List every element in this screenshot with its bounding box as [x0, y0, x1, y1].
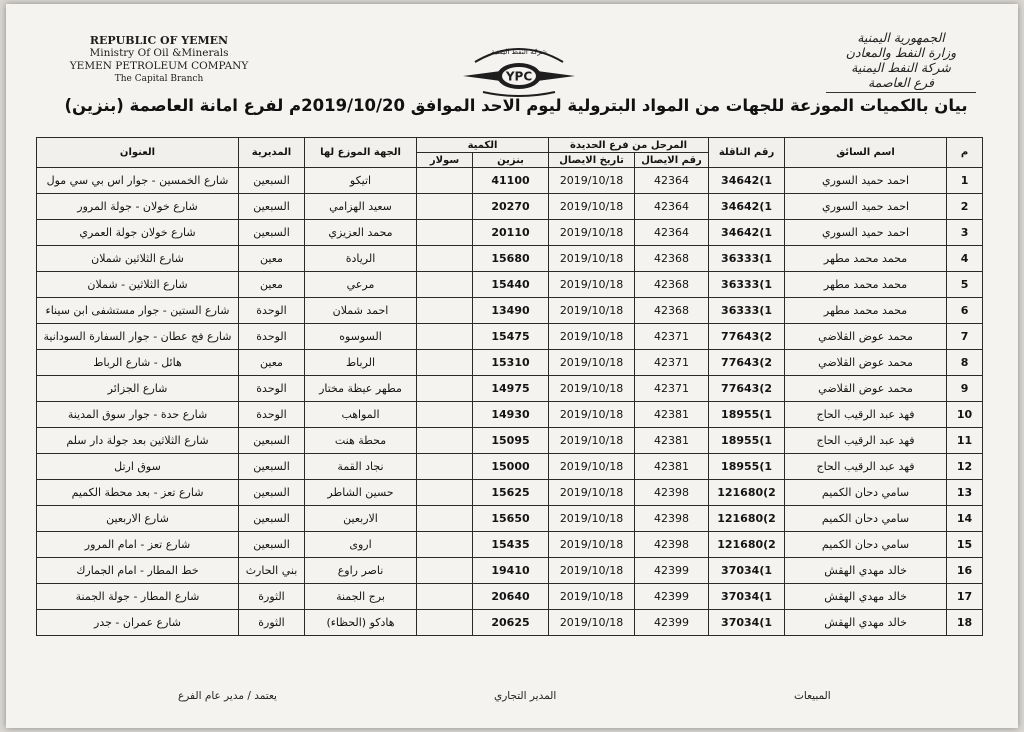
- district-name: الوحدة: [239, 376, 305, 402]
- arabic-letterhead-line4: فرع العاصمة: [868, 75, 934, 90]
- recipient-name: المواهب: [305, 402, 417, 428]
- diesel-quantity: [417, 532, 473, 558]
- district-name: معين: [239, 246, 305, 272]
- district-name: معين: [239, 272, 305, 298]
- receipt-date: 2019/10/18: [549, 246, 635, 272]
- receipt-date: 2019/10/18: [549, 506, 635, 532]
- row-number: 15: [947, 532, 983, 558]
- receipt-number: 42399: [635, 584, 709, 610]
- table-row: [37, 376, 983, 402]
- row-number: 16: [947, 558, 983, 584]
- recipient-name: محمد العزيزي: [305, 220, 417, 246]
- recipient-name: نجاد القمة: [305, 454, 417, 480]
- recipient-name: مطهر عيظة مختار: [305, 376, 417, 402]
- tanker-number: 77643(2: [709, 324, 785, 350]
- driver-name: فهد عبد الرقيب الحاج: [785, 402, 947, 428]
- tanker-number: 121680(2: [709, 480, 785, 506]
- recipient-name: محطة هنت: [305, 428, 417, 454]
- district-name: معين: [239, 350, 305, 376]
- district-name: السبعين: [239, 428, 305, 454]
- receipt-number: 42364: [635, 168, 709, 194]
- table-row: [37, 168, 983, 194]
- diesel-quantity: [417, 402, 473, 428]
- row-number: 7: [947, 324, 983, 350]
- table-row: [37, 610, 983, 636]
- receipt-date: 2019/10/18: [549, 532, 635, 558]
- petrol-quantity: 20270: [473, 194, 549, 220]
- recipient-name: السوسوه: [305, 324, 417, 350]
- petrol-quantity: 20625: [473, 610, 549, 636]
- diesel-quantity: [417, 584, 473, 610]
- receipt-date: 2019/10/18: [549, 220, 635, 246]
- header-district: المديرية: [239, 138, 305, 168]
- petrol-quantity: 15680: [473, 246, 549, 272]
- district-name: السبعين: [239, 454, 305, 480]
- district-name: السبعين: [239, 168, 305, 194]
- document-sheet: [6, 4, 1018, 728]
- header-diesel: سولار: [417, 153, 473, 168]
- row-number: 13: [947, 480, 983, 506]
- row-number: 9: [947, 376, 983, 402]
- table-row: [37, 246, 983, 272]
- tanker-number: 36333(1: [709, 272, 785, 298]
- diesel-quantity: [417, 324, 473, 350]
- address-text: شارع الثلاثين - شملان: [37, 272, 239, 298]
- header-driver: اسم السائق: [785, 138, 947, 168]
- letterhead-line2: Ministry Of Oil &Minerals: [89, 47, 229, 59]
- diesel-quantity: [417, 272, 473, 298]
- driver-name: محمد محمد مطهر: [785, 246, 947, 272]
- driver-name: فهد عبد الرقيب الحاج: [785, 428, 947, 454]
- district-name: السبعين: [239, 194, 305, 220]
- petrol-quantity: 15095: [473, 428, 549, 454]
- address-text: شارع تعز - بعد محطة الكميم: [37, 480, 239, 506]
- receipt-number: 42398: [635, 506, 709, 532]
- recipient-name: سعيد الهزامي: [305, 194, 417, 220]
- recipient-name: اتيكو: [305, 168, 417, 194]
- petrol-quantity: 20640: [473, 584, 549, 610]
- receipt-date: 2019/10/18: [549, 428, 635, 454]
- english-letterhead: [64, 34, 254, 86]
- recipient-name: مرعي: [305, 272, 417, 298]
- recipient-name: احمد شملان: [305, 298, 417, 324]
- diesel-quantity: [417, 376, 473, 402]
- table-row: [37, 350, 983, 376]
- receipt-number: 42381: [635, 402, 709, 428]
- address-text: شارع الثلاثين شملان: [37, 246, 239, 272]
- district-name: الثورة: [239, 610, 305, 636]
- address-text: شارع الخمسين - جوار اس بي سي مول: [37, 168, 239, 194]
- tanker-number: 34642(1: [709, 220, 785, 246]
- table-row: [37, 298, 983, 324]
- letterhead-underline: [826, 92, 976, 93]
- driver-name: احمد حميد السوري: [785, 168, 947, 194]
- address-text: شارع الاربعين: [37, 506, 239, 532]
- row-number: 18: [947, 610, 983, 636]
- address-text: خط المطار - امام الجمارك: [37, 558, 239, 584]
- recipient-name: الاربعين: [305, 506, 417, 532]
- row-number: 12: [947, 454, 983, 480]
- row-number: 10: [947, 402, 983, 428]
- receipt-number: 42368: [635, 272, 709, 298]
- header-address: العنوان: [37, 138, 239, 168]
- diesel-quantity: [417, 506, 473, 532]
- table-row: [37, 532, 983, 558]
- tanker-number: 34642(1: [709, 194, 785, 220]
- receipt-date: 2019/10/18: [549, 558, 635, 584]
- footer-approved: يعتمد / مدير عام الفرع: [178, 690, 277, 702]
- recipient-name: الرباط: [305, 350, 417, 376]
- diesel-quantity: [417, 558, 473, 584]
- tanker-number: 77643(2: [709, 350, 785, 376]
- receipt-number: 42381: [635, 454, 709, 480]
- row-number: 4: [947, 246, 983, 272]
- receipt-number: 42368: [635, 298, 709, 324]
- table-row: [37, 194, 983, 220]
- address-text: شارع الستين - جوار مستشفى ابن سيناء: [37, 298, 239, 324]
- receipt-date: 2019/10/18: [549, 168, 635, 194]
- receipt-date: 2019/10/18: [549, 272, 635, 298]
- recipient-name: الريادة: [305, 246, 417, 272]
- receipt-date: 2019/10/18: [549, 350, 635, 376]
- driver-name: محمد عوض القلاضي: [785, 324, 947, 350]
- table-row: [37, 324, 983, 350]
- petrol-quantity: 41100: [473, 168, 549, 194]
- driver-name: خالد مهدي الهقش: [785, 558, 947, 584]
- district-name: الوحدة: [239, 402, 305, 428]
- diesel-quantity: [417, 428, 473, 454]
- district-name: الوحدة: [239, 324, 305, 350]
- district-name: الثورة: [239, 584, 305, 610]
- header-shipment-no: رقم الايصال: [635, 153, 709, 168]
- arabic-letterhead-line3: شركة النفط اليمنية: [851, 60, 951, 75]
- receipt-number: 42398: [635, 532, 709, 558]
- receipt-number: 42368: [635, 246, 709, 272]
- diesel-quantity: [417, 168, 473, 194]
- district-name: السبعين: [239, 480, 305, 506]
- table-row: [37, 272, 983, 298]
- district-name: السبعين: [239, 220, 305, 246]
- receipt-number: 42364: [635, 220, 709, 246]
- address-text: شارع الثلاثين بعد جولة دار سلم: [37, 428, 239, 454]
- row-number: 8: [947, 350, 983, 376]
- header-shipped-group: المرحل من فرع الحديدة: [549, 138, 709, 153]
- row-number: 2: [947, 194, 983, 220]
- receipt-number: 42398: [635, 480, 709, 506]
- tanker-number: 36333(1: [709, 246, 785, 272]
- document-title: بيان بالكميات الموزعة للجهات من المواد البترولية ليوم الاحد الموافق 2019/10/20م لفرع امانة العاصمة (بنزين): [64, 96, 968, 115]
- receipt-date: 2019/10/18: [549, 298, 635, 324]
- address-text: شارع تعز - امام المرور: [37, 532, 239, 558]
- tanker-number: 37034(1: [709, 610, 785, 636]
- diesel-quantity: [417, 610, 473, 636]
- table-row: [37, 454, 983, 480]
- arabic-letterhead-line1: الجمهورية اليمنية: [857, 30, 945, 45]
- driver-name: محمد محمد مطهر: [785, 272, 947, 298]
- tanker-number: 34642(1: [709, 168, 785, 194]
- table-row: [37, 402, 983, 428]
- petrol-quantity: 15475: [473, 324, 549, 350]
- table-row: [37, 428, 983, 454]
- tanker-number: 37034(1: [709, 558, 785, 584]
- table-row: [37, 558, 983, 584]
- receipt-date: 2019/10/18: [549, 324, 635, 350]
- ypc-logo: [461, 40, 577, 100]
- petrol-quantity: 20110: [473, 220, 549, 246]
- driver-name: محمد عوض القلاضي: [785, 350, 947, 376]
- receipt-number: 42399: [635, 558, 709, 584]
- receipt-date: 2019/10/18: [549, 194, 635, 220]
- petrol-quantity: 15650: [473, 506, 549, 532]
- receipt-date: 2019/10/18: [549, 376, 635, 402]
- receipt-number: 42364: [635, 194, 709, 220]
- header-shipment-date: تاريخ الايصال: [549, 153, 635, 168]
- receipt-number: 42371: [635, 324, 709, 350]
- receipt-number: 42371: [635, 350, 709, 376]
- footer-sales: المبيعات: [794, 690, 831, 702]
- driver-name: سامي دحان الكميم: [785, 480, 947, 506]
- driver-name: سامي دحان الكميم: [785, 506, 947, 532]
- petrol-quantity: 13490: [473, 298, 549, 324]
- tanker-number: 121680(2: [709, 532, 785, 558]
- letterhead-line1: REPUBLIC OF YEMEN: [89, 34, 229, 47]
- address-text: شارع فج عطان - جوار السفارة السودانية: [37, 324, 239, 350]
- driver-name: احمد حميد السوري: [785, 220, 947, 246]
- tanker-number: 18955(1: [709, 454, 785, 480]
- header-qty-group: الكمية: [417, 138, 549, 153]
- row-number: 3: [947, 220, 983, 246]
- row-number: 5: [947, 272, 983, 298]
- arabic-letterhead-line2: وزارة النفط والمعادن: [845, 45, 957, 60]
- letterhead-line4: The Capital Branch: [114, 74, 204, 84]
- table-row: [37, 584, 983, 610]
- tanker-number: 18955(1: [709, 402, 785, 428]
- row-number: 14: [947, 506, 983, 532]
- address-text: سوق ارتل: [37, 454, 239, 480]
- letterhead-line3: YEMEN PETROLEUM COMPANY: [69, 60, 249, 72]
- receipt-number: 42381: [635, 428, 709, 454]
- row-number: 11: [947, 428, 983, 454]
- header-no: م: [947, 138, 983, 168]
- address-text: شارع خولان جولة العمري: [37, 220, 239, 246]
- arabic-letterhead: [806, 30, 996, 93]
- receipt-number: 42399: [635, 610, 709, 636]
- address-text: شارع خولان - جولة المرور: [37, 194, 239, 220]
- tanker-number: 37034(1: [709, 584, 785, 610]
- tanker-number: 36333(1: [709, 298, 785, 324]
- recipient-name: اروى: [305, 532, 417, 558]
- petrol-quantity: 15435: [473, 532, 549, 558]
- row-number: 17: [947, 584, 983, 610]
- receipt-date: 2019/10/18: [549, 454, 635, 480]
- header-tanker: رقم الناقلة: [709, 138, 785, 168]
- address-text: شارع المطار - جولة الجمنة: [37, 584, 239, 610]
- header-petrol: بنزين: [473, 153, 549, 168]
- recipient-name: هادكو (الحظاء): [305, 610, 417, 636]
- petrol-quantity: 15625: [473, 480, 549, 506]
- tanker-number: 18955(1: [709, 428, 785, 454]
- diesel-quantity: [417, 480, 473, 506]
- receipt-date: 2019/10/18: [549, 402, 635, 428]
- petrol-quantity: 15440: [473, 272, 549, 298]
- petrol-quantity: 15000: [473, 454, 549, 480]
- driver-name: خالد مهدي الهقش: [785, 584, 947, 610]
- header-recipient: الجهة الموزع لها: [305, 138, 417, 168]
- petrol-quantity: 14930: [473, 402, 549, 428]
- district-name: الوحدة: [239, 298, 305, 324]
- table-row: [37, 220, 983, 246]
- receipt-date: 2019/10/18: [549, 584, 635, 610]
- recipient-name: ناصر راوع: [305, 558, 417, 584]
- recipient-name: برج الجمنة: [305, 584, 417, 610]
- logo-arc-text: شركة النفط اليمنية: [491, 48, 547, 56]
- diesel-quantity: [417, 298, 473, 324]
- driver-name: محمد عوض القلاضي: [785, 376, 947, 402]
- address-text: هائل - شارع الرباط: [37, 350, 239, 376]
- logo-text: YPC: [505, 69, 533, 84]
- district-name: بني الحارث: [239, 558, 305, 584]
- tanker-number: 121680(2: [709, 506, 785, 532]
- driver-name: فهد عبد الرقيب الحاج: [785, 454, 947, 480]
- distribution-table: [36, 137, 983, 636]
- district-name: السبعين: [239, 532, 305, 558]
- driver-name: سامي دحان الكميم: [785, 532, 947, 558]
- receipt-number: 42371: [635, 376, 709, 402]
- table-row: [37, 480, 983, 506]
- driver-name: احمد حميد السوري: [785, 194, 947, 220]
- row-number: 1: [947, 168, 983, 194]
- table-row: [37, 506, 983, 532]
- diesel-quantity: [417, 220, 473, 246]
- tanker-number: 77643(2: [709, 376, 785, 402]
- diesel-quantity: [417, 246, 473, 272]
- receipt-date: 2019/10/18: [549, 480, 635, 506]
- diesel-quantity: [417, 454, 473, 480]
- address-text: شارع حدة - جوار سوق المدينة: [37, 402, 239, 428]
- petrol-quantity: 15310: [473, 350, 549, 376]
- address-text: شارع الجزائر: [37, 376, 239, 402]
- row-number: 6: [947, 298, 983, 324]
- diesel-quantity: [417, 194, 473, 220]
- driver-name: خالد مهدي الهقش: [785, 610, 947, 636]
- address-text: شارع عمران - جدر: [37, 610, 239, 636]
- petrol-quantity: 14975: [473, 376, 549, 402]
- petrol-quantity: 19410: [473, 558, 549, 584]
- district-name: السبعين: [239, 506, 305, 532]
- diesel-quantity: [417, 350, 473, 376]
- driver-name: محمد محمد مطهر: [785, 298, 947, 324]
- receipt-date: 2019/10/18: [549, 610, 635, 636]
- footer-commercial-manager: المدير التجاري: [494, 690, 557, 702]
- recipient-name: حسين الشاطر: [305, 480, 417, 506]
